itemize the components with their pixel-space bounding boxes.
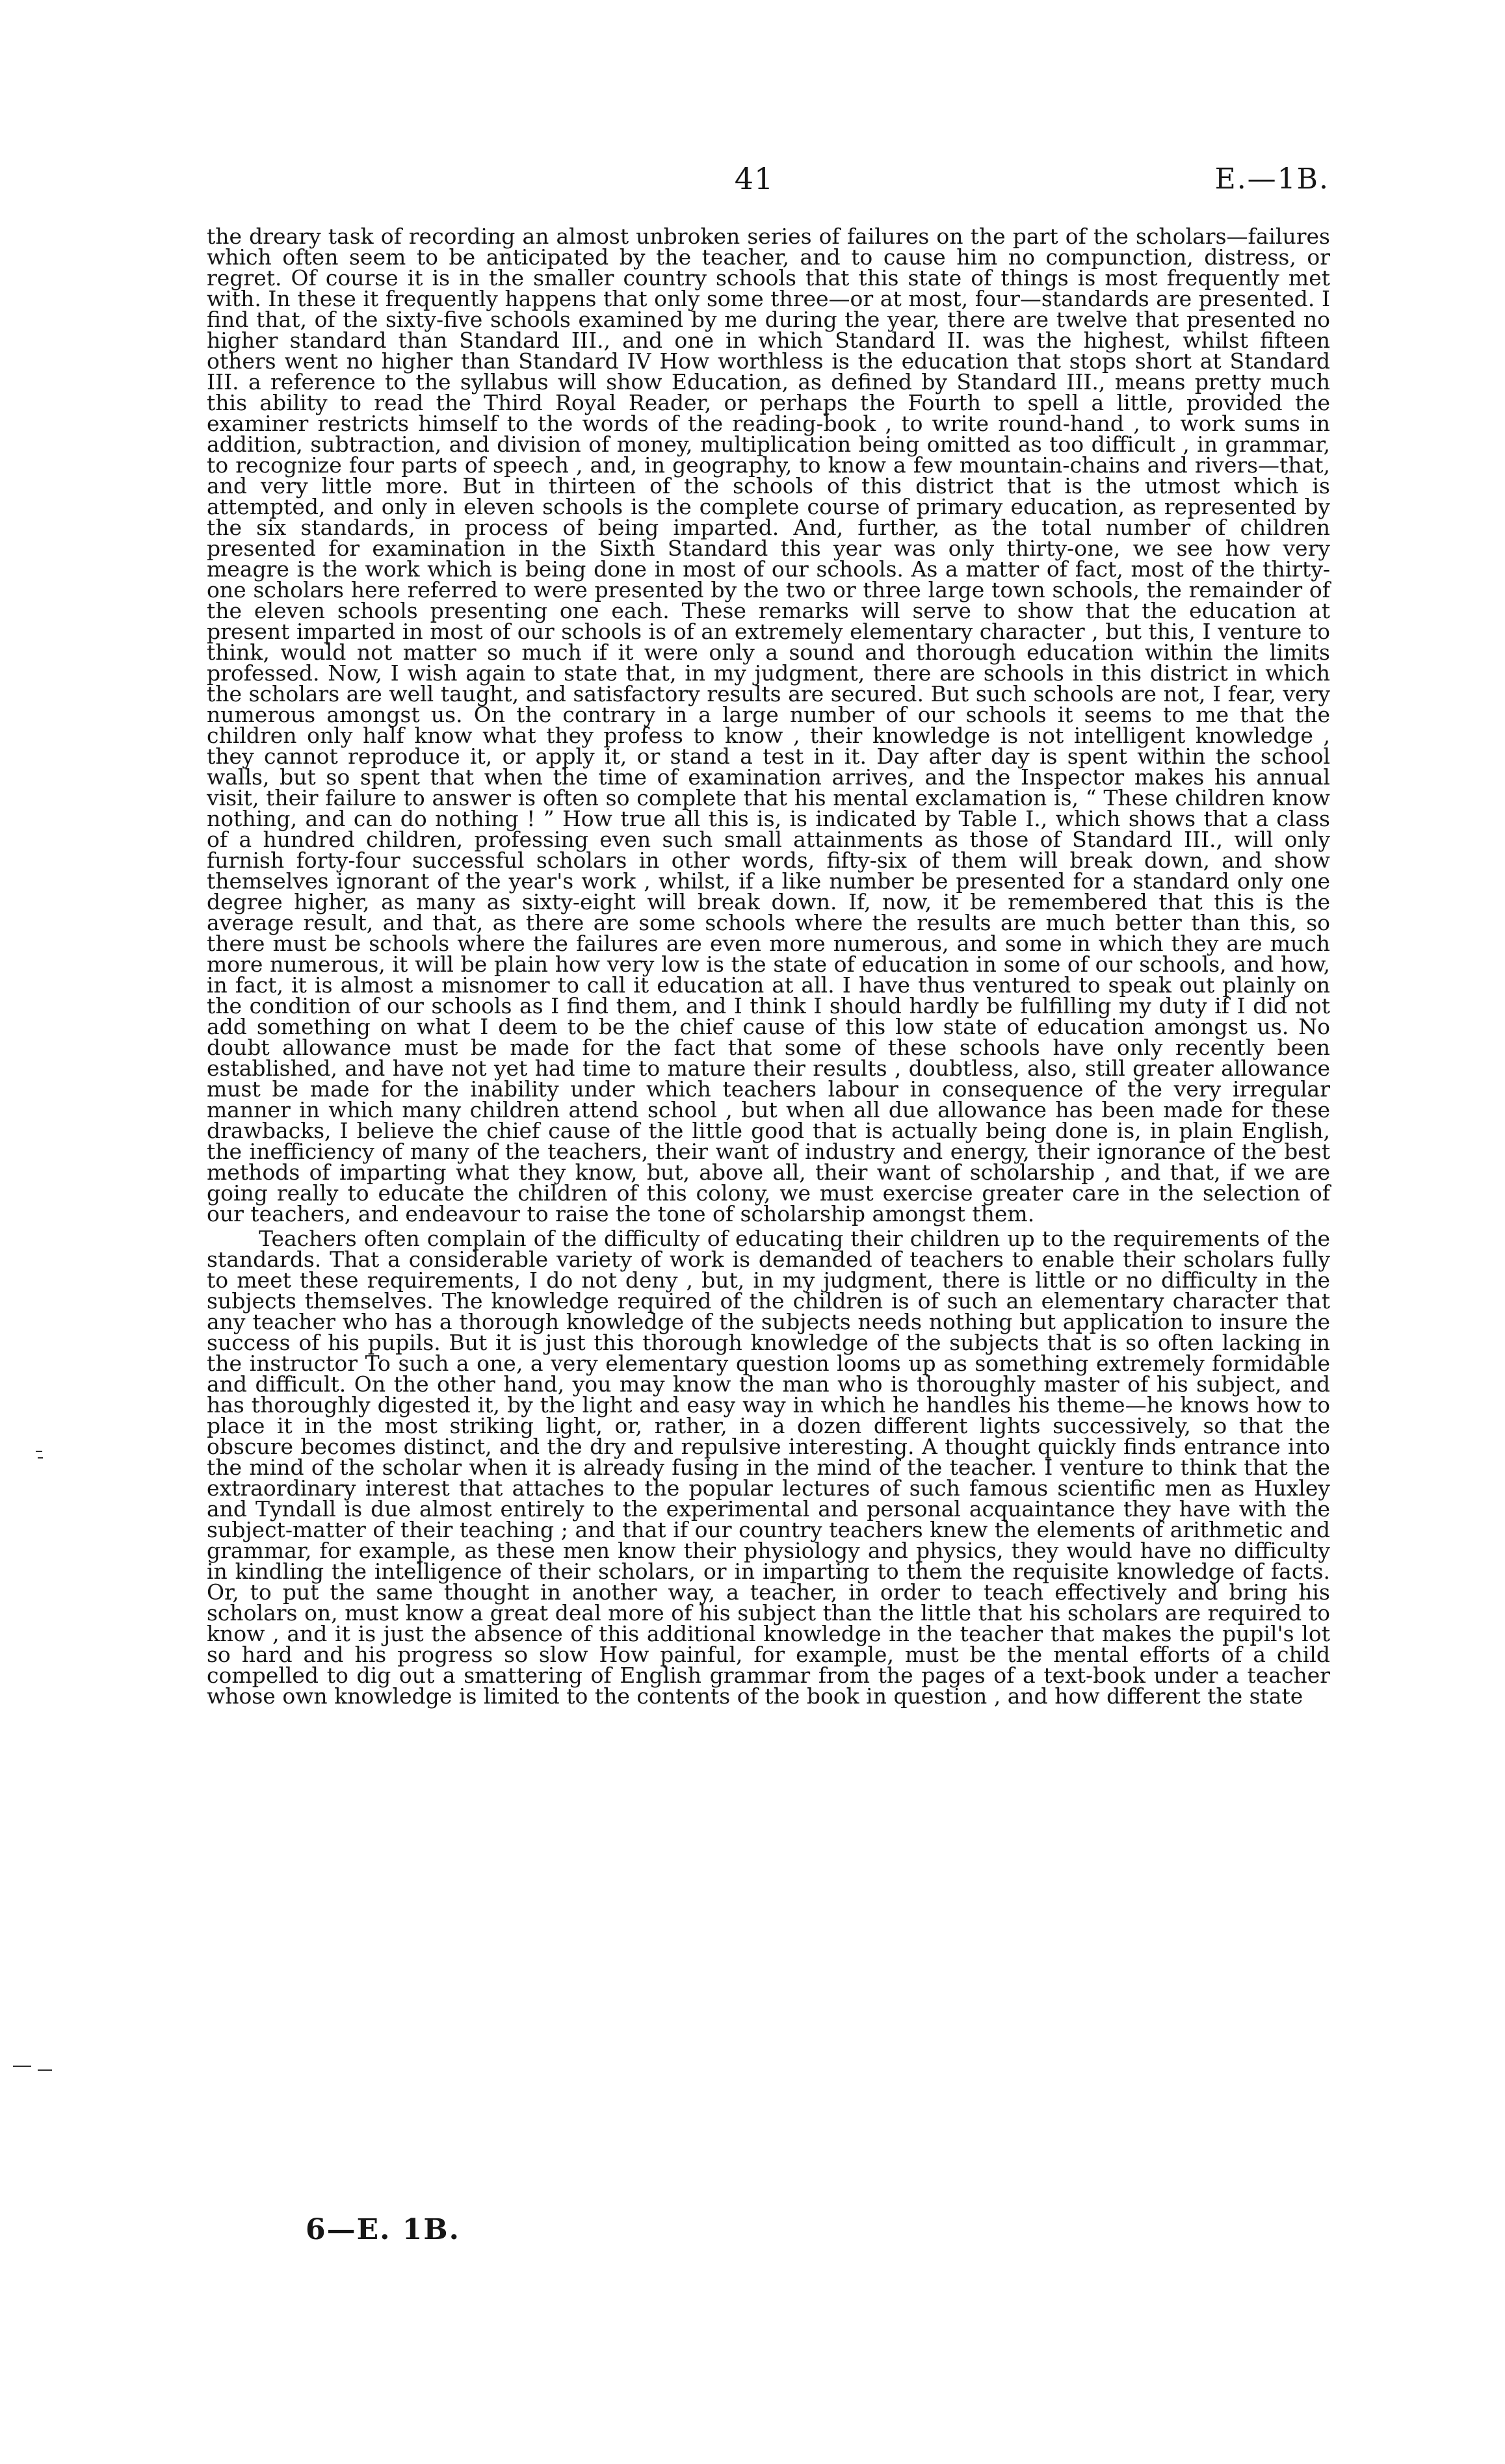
page-code: E.—1B. [1214, 162, 1329, 196]
paragraph: the dreary task of recording an almost unbroken series of failures on the part of the scholars—failures which often seem to be anticipated by the teacher, and to cause him no compunction, distress, or regret. Of course it is in the smaller country schools that this state of things is most frequently met with. In these it frequently happens that only some three—or at most, four—standards are presented. I find that, of the sixty-five schools examined by me during the year, there are twelve that presented no higher standard than Standard III., and one in which Standard II. was the highest, whilst fifteen others went no higher than Standard IV How worthless is the education that stops short at Standard III. a reference to the syllabus will show Education, as defined by Standard III., means pretty much this ability to read the Third Royal Reader, or perhaps the Fourth to spell a little, provided the examiner restricts himself to the words of the reading-book , to write round-hand , to work sums in addition, subtraction, and division of money, multiplication being omitted as too difficult , in grammar, to recognize four parts of speech , and, in geography, to know a few mountain-chains and rivers—that, and very little more. But in thirteen of the schools of this district that is the utmost which is attempted, and only in eleven schools is the complete course of primary education, as represented by the six standards, in process of being imparted. And, further, as the total number of children presented for examination in the Sixth Standard this year was only thirty-one, we see how very meagre is the work which is being done in most of our schools. As a matter of fact, most of the thirty-one scholars here referred to were presented by the two or three large town schools, the remainder of the eleven schools presenting one each. These remarks will serve to show that the education at present imparted in most of our schools is of an extremely elementary character , but this, I venture to think, would not matter so much if it were only a sound and thorough education within the limits professed. Now, I wish again to state that, in my judgment, there are schools in this district in which the scholars are well taught, and satisfactory results are secured. But such schools are not, I fear, very numerous amongst us. On the contrary in a large number of our schools it seems to me that the children only half know what they profess to know , their knowledge is not intelligent knowledge , they cannot reproduce it, or apply it, or stand a test in it. Day after day is spent within the school walls, but so spent that when the time of examination arrives, and the Inspector makes his annual visit, their failure to answer is often so complete that his mental exclamation is, “ These children know nothing, and can do nothing ! ” How true all this is, is indicated by Table I., which shows that a class of a hundred children, professing even such small attainments as those of Standard III., will only furnish forty-four successful scholars in other words, fifty-six of them will break down, and show themselves ignorant of the year's work , whilst, if a like number be presented for a standard only one degree higher, as many as sixty-eight will break down. If, now, it be remembered that this is the average result, and that, as there are some schools where the results are much better than this, so there must be schools where the failures are even more numerous, and some in which they are much more numerous, it will be plain how very low is the state of education in some of our schools, and how, in fact, it is almost a misnomer to call it education at all. I have thus ventured to speak out plainly on the condition of our schools as I find them, and I think I should hardly be fulfilling my duty if I did not add something on what I deem to be the chief cause of this low state of education amongst us. No doubt allowance must be made for the fact that some of these schools have only recently been established, and have not yet had time to mature their results , doubtless, also, still greater allowance must be made for the inability under which teachers labour in consequence of the very irregular manner in which many children attend school , but when all due allowance has been made for these drawbacks, I believe the chief cause of the little good that is actually being done is, in plain English, the inefficiency of many of the teachers, their want of industry and energy, their ignorance of the best methods of imparting what they know, but, above all, their want of scholarship , and that, if we are going really to educate the children of this colony, we must exercise greater care in the selection of our teachers, and endeavour to raise the tone of scholarship amongst them. [207, 224, 1330, 1226]
signature-mark: 6—E. 1B. [306, 2213, 460, 2246]
margin-mark [13, 2066, 31, 2067]
body-text [207, 226, 1330, 1707]
margin-mark [38, 1457, 43, 1459]
paragraph: Teachers often complain of the difficulty of educating their children up to the requirements of the standards. That a considerable variety of work is demanded of teachers to enable their scholars fully to meet these requirements, I do not deny , but, in my judgment, there is little or no difficulty in the subjects themselves. The knowledge required of the children is of such an elementary character that any teacher who has a thorough knowledge of the subjects needs nothing but application to insure the success of his pupils. But it is just this thorough knowledge of the subjects that is so often lacking in the instructor To such a one, a very elementary question looms up as something extremely formidable and difficult. On the other hand, you may know the man who is thoroughly master of his subject, and has thoroughly digested it, by the light and easy way in which he handles his theme—he knows how to place it in the most striking light, or, rather, in a dozen different lights successively, so that the obscure becomes distinct, and the dry and repulsive interesting. A thought quickly finds entrance into the mind of the scholar when it is already fusing in the mind of the teacher. I venture to think that the extraordinary interest that attaches to the popular lectures of such famous scientific men as Huxley and Tyndall is due almost entirely to the experimental and personal acquaintance they have with the subject-matter of their teaching ; and that if our country teachers knew the elements of arithmetic and grammar, for example, as these men know their physiology and physics, they would have no difficulty in kindling the intelligence of their scholars, or in imparting to them the requisite knowledge of facts. Or, to put the same thought in another way, a teacher, in order to teach effectively and bring his scholars on, must know a great deal more of his subject than the little that his scholars are required to know , and it is just the absence of this additional knowledge in the teacher that makes the pupil's lot so hard and his progress so slow How painful, for example, must be the mental efforts of a child compelled to dig out a smattering of English grammar from the pages of a text-book under a teacher whose own knowledge is limited to the contents of the book in question , and how different the state [207, 1226, 1330, 1709]
page-number: 41 [734, 161, 774, 196]
margin-mark [38, 2069, 52, 2071]
margin-mark [36, 1451, 42, 1452]
